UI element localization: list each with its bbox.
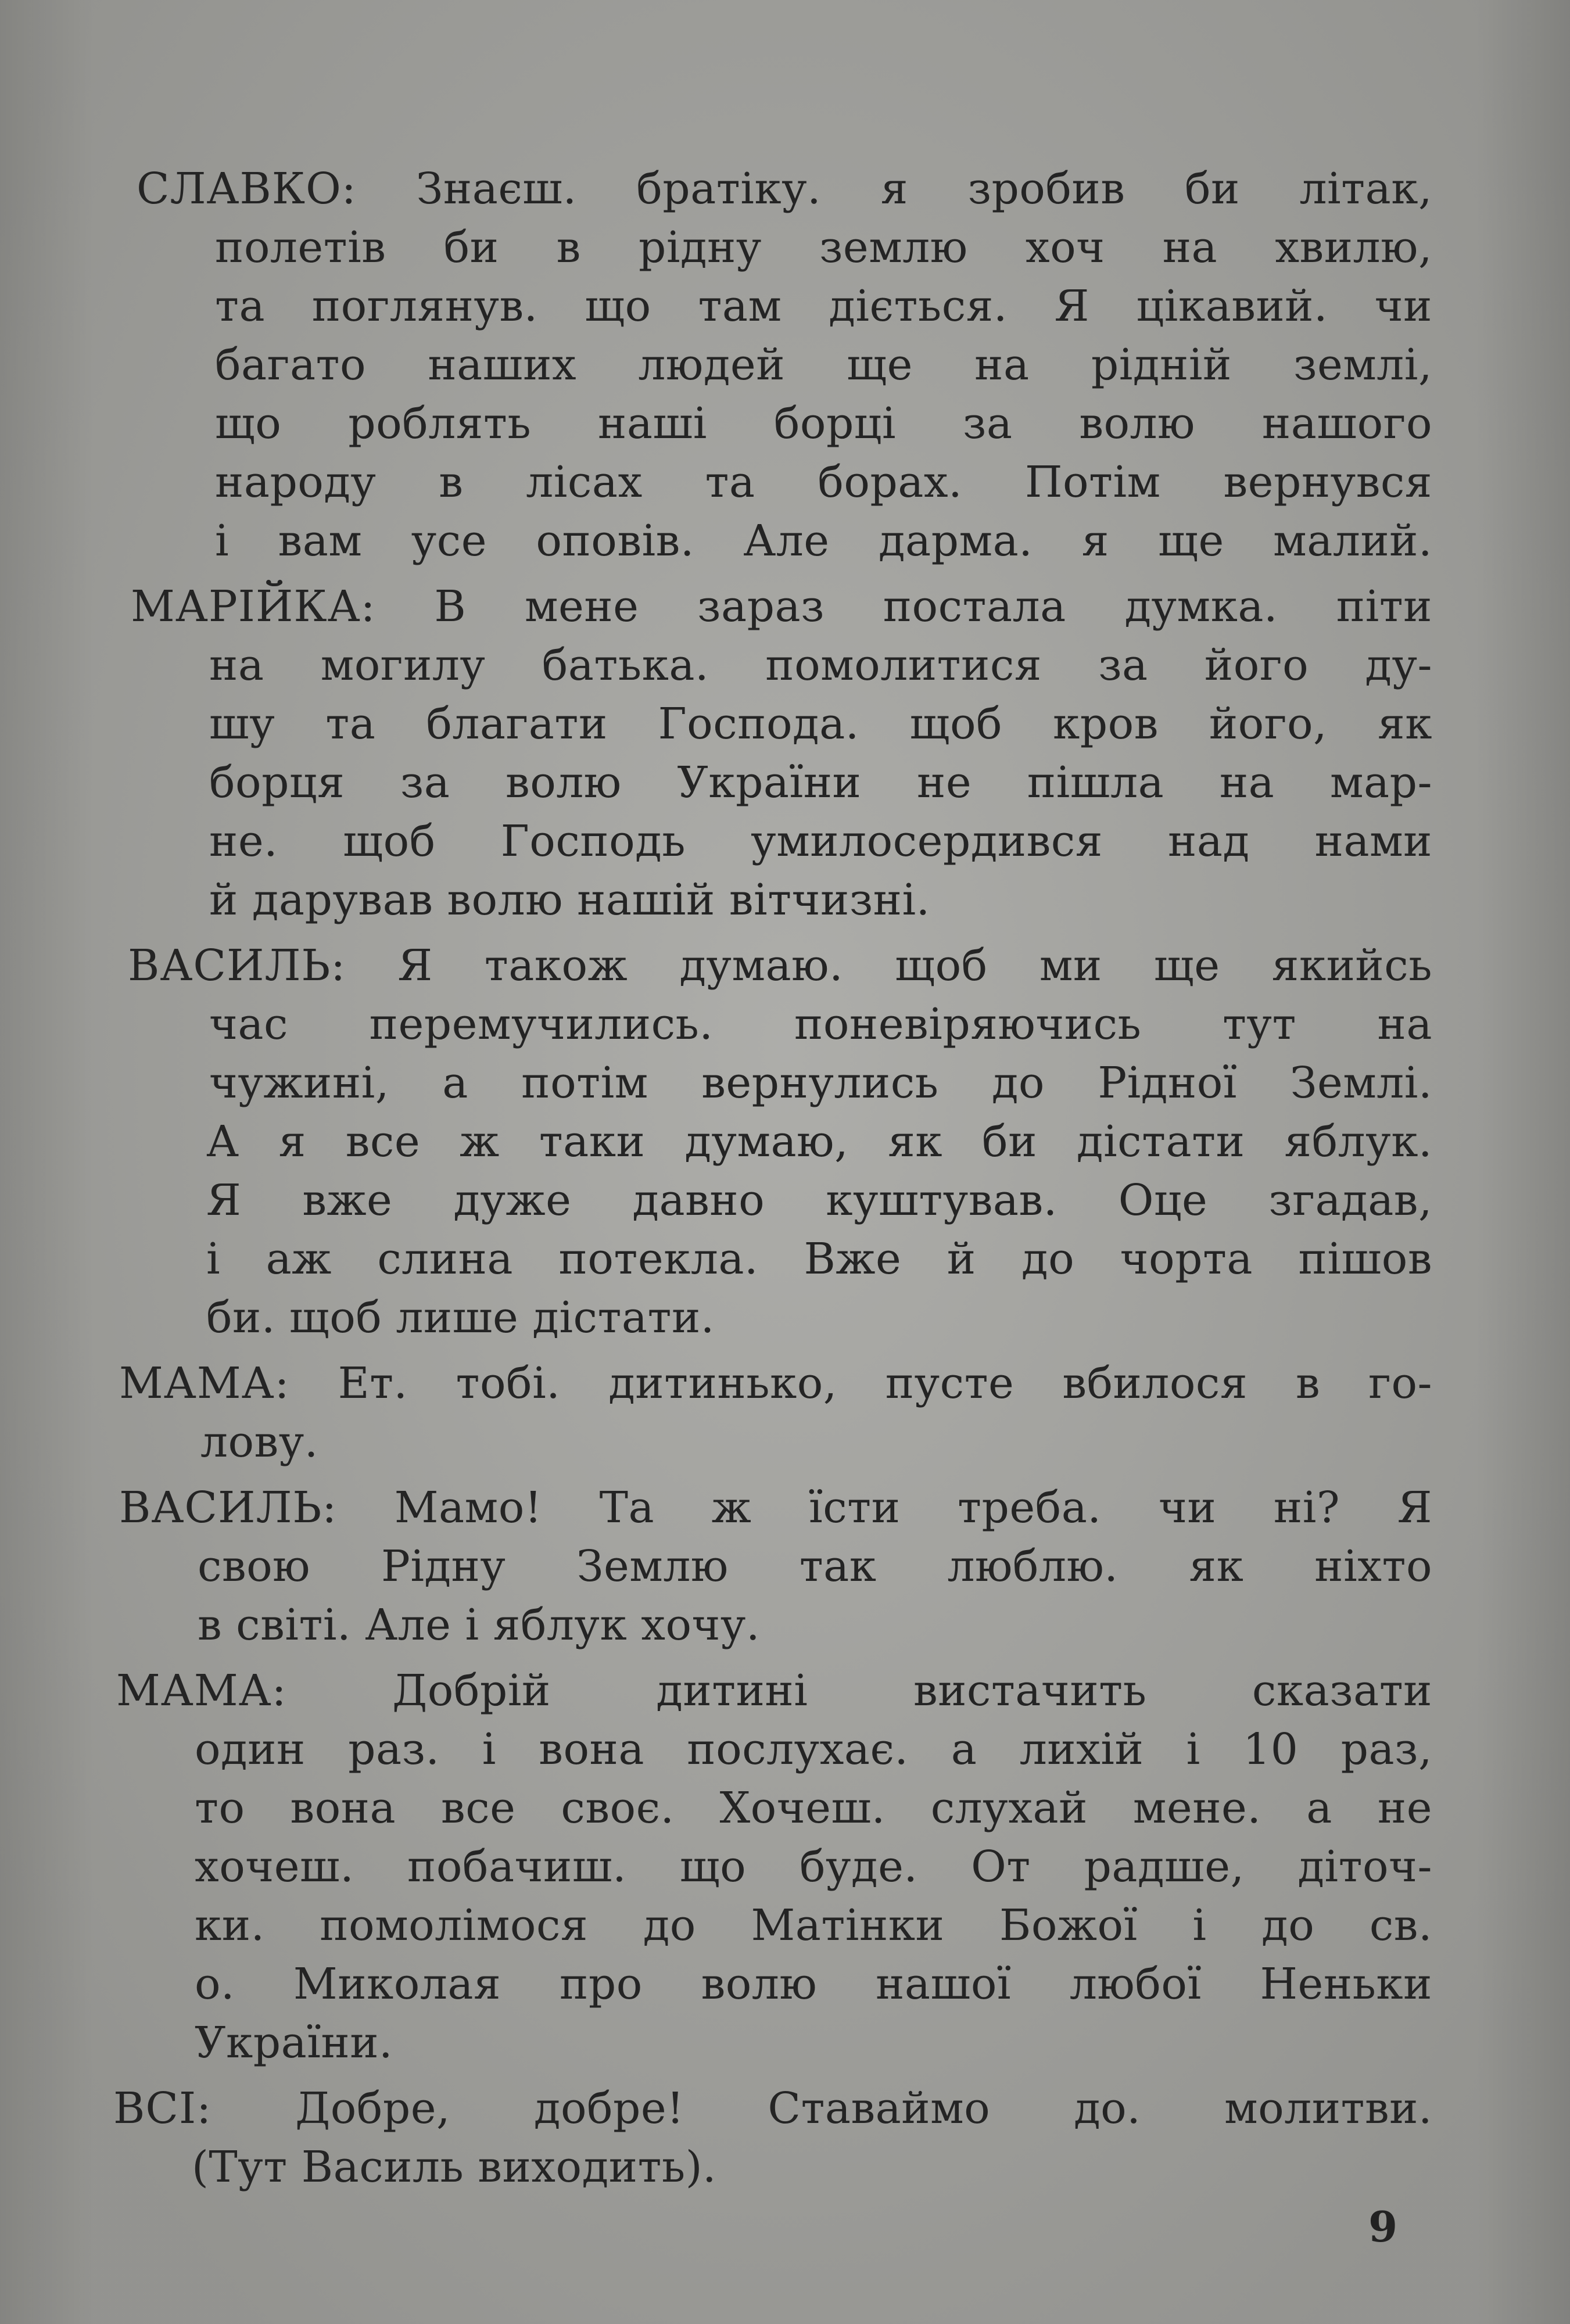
speech-line: України. — [195, 2018, 393, 2068]
speech-line: Я вже дуже давно куштував. Оце згадав, — [206, 1175, 1432, 1225]
speech-text: В мене зараз постала думка. піти — [434, 582, 1432, 632]
speaker-name: МАМА: — [119, 1358, 290, 1408]
speech-line: би. щоб лише дістати. — [206, 1293, 715, 1343]
speech-line: лову. — [200, 1417, 318, 1467]
speech-mariyka — [113, 578, 1432, 930]
speech-line: шу та благати Господа. щоб кров його, як — [209, 699, 1432, 749]
speech-line: хочеш. побачиш. що буде. От радше, діточ- — [195, 1842, 1432, 1892]
speech-line: на могилу батька. помолитися за його ду- — [209, 640, 1432, 690]
speech-first-line — [116, 1662, 1432, 1720]
speaker-name: ВАСИЛЬ: — [119, 1483, 338, 1533]
speech-line: що роблять наші борці за волю нашого — [215, 399, 1432, 449]
speech-text: Ет. тобі. дитинько, пусте вбилося в го- — [338, 1358, 1432, 1408]
speech-line: один раз. і вона послухає. а лихій і 10 раз, — [195, 1724, 1432, 1774]
speech-line: чужині, а потім вернулись до Рідної Землі. — [209, 1058, 1432, 1108]
speaker-name: МАМА: — [116, 1666, 287, 1716]
speech-line: А я все ж таки думаю, як би дістати яблук. — [206, 1117, 1432, 1167]
speech-line: не. щоб Господь умилосердився над нами — [209, 816, 1432, 866]
speaker-name: МАРІЙКА: — [131, 582, 376, 632]
speech-slavko — [113, 160, 1432, 571]
speech-line: й дарував волю нашій вітчизні. — [209, 875, 930, 925]
speech-mama — [113, 1354, 1432, 1472]
speech-first-line — [119, 1479, 1432, 1537]
speech-line: (Тут Василь виходить). — [192, 2142, 717, 2192]
speech-first-line — [119, 1354, 1432, 1413]
speech-vasyl-2 — [113, 1479, 1432, 1655]
speech-line: і аж слина потекла. Вже й до чорта пішов — [206, 1234, 1432, 1284]
speech-text: Добрій дитині вистачить сказати — [392, 1666, 1432, 1716]
speech-first-line — [137, 160, 1432, 218]
speech-all — [113, 2079, 1432, 2197]
speech-text: Добре, добре! Ставаймо до. молитви. — [295, 2083, 1432, 2133]
dialogue-text — [113, 160, 1432, 2204]
speech-line: та поглянув. що там діється. Я цікавий. чи — [215, 281, 1432, 331]
page-number: 9 — [1368, 2202, 1398, 2251]
speech-first-line — [131, 578, 1432, 636]
speech-line: багато наших людей ще на рідній землі, — [215, 340, 1432, 390]
speech-line: час перемучились. поневіряючись тут на — [209, 999, 1432, 1049]
speaker-name: ВСІ: — [113, 2083, 212, 2133]
speech-line: народу в лісах та борах. Потім вернувся — [215, 457, 1432, 507]
speech-vasyl — [113, 937, 1432, 1347]
speech-line: полетів би в рідну землю хоч на хвилю, — [215, 223, 1432, 272]
speech-mama-2 — [113, 1662, 1432, 2072]
speech-first-line — [128, 937, 1432, 995]
speaker-name: СЛАВКО: — [137, 164, 357, 214]
speech-text: Знаєш. братіку. я зробив би літак, — [416, 164, 1432, 214]
speech-line: і вам усе оповів. Але дарма. я ще малий. — [215, 516, 1432, 566]
speech-line: то вона все своє. Хочеш. слухай мене. а не — [195, 1783, 1432, 1833]
speech-first-line — [113, 2079, 1432, 2138]
speech-line: в світі. Але і яблук хочу. — [198, 1600, 760, 1650]
speech-line: борця за волю України не пішла на мар- — [209, 758, 1432, 808]
speech-line: о. Миколая про волю нашої любої Неньки — [195, 1959, 1432, 2009]
speech-line: ки. помолімося до Матінки Божої і до св. — [195, 1900, 1432, 1950]
speech-text: Я також думаю. щоб ми ще якийсь — [397, 941, 1432, 991]
speech-line: свою Рідну Землю так люблю. як ніхто — [198, 1541, 1432, 1591]
speaker-name: ВАСИЛЬ: — [128, 941, 346, 991]
speech-text: Мамо! Та ж їсти треба. чи ні? Я — [394, 1483, 1432, 1533]
